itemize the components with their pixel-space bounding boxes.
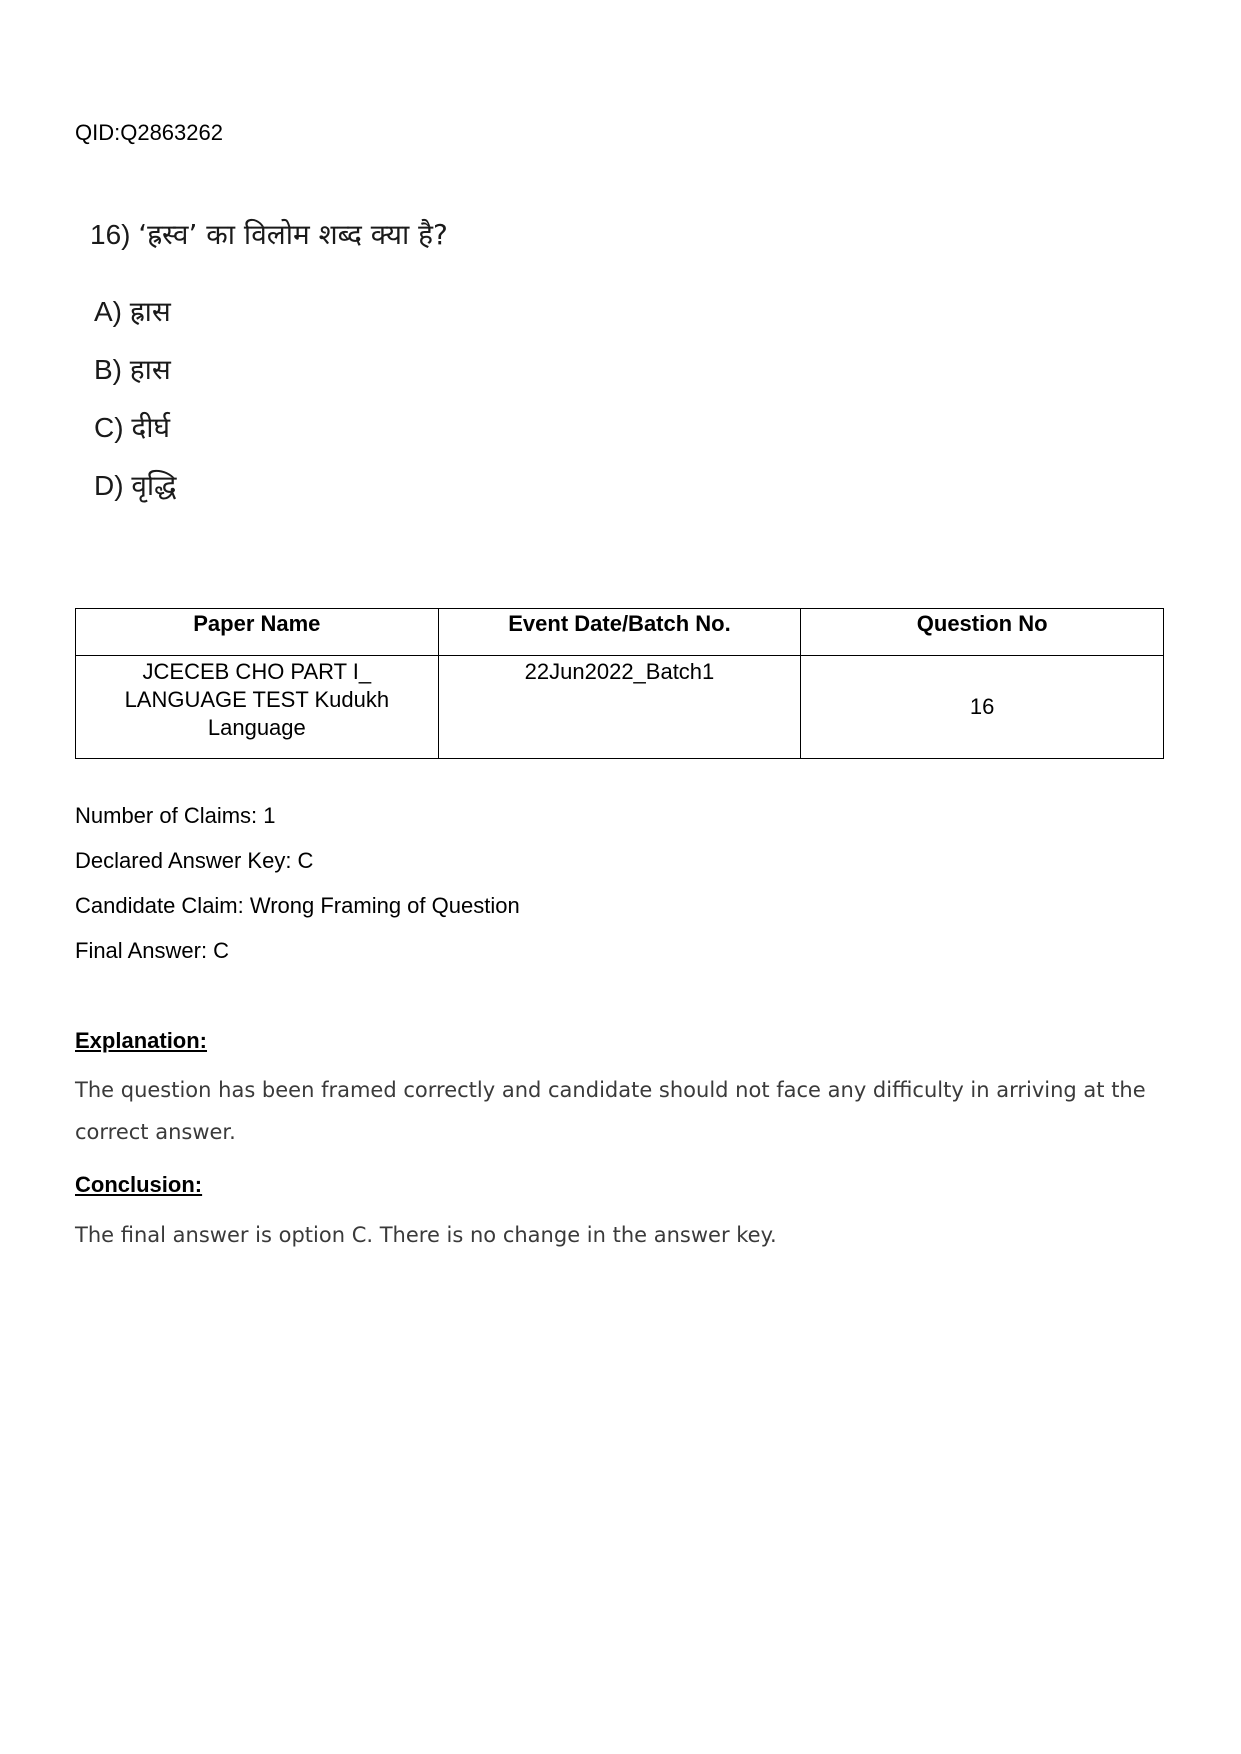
conclusion-text: The final answer is option C. There is no change in the answer key. [75,1223,777,1247]
explanation-text: The question has been framed correctly and candidate should not face any difficulty in arriving at the correct answer. [75,1078,1146,1144]
claim-facts [75,800,520,980]
number-of-claims: Number of Claims: 1 [75,803,276,828]
option-label: B) [94,354,122,385]
final-answer: Final Answer: C [75,938,230,963]
header-paper-name: Paper Name [76,609,439,656]
table-row [76,656,1164,759]
option-b [94,341,448,399]
question-id: QID:Q2863262 [75,120,223,145]
option-label: A) [94,296,122,327]
question-text: ‘ह्रस्व’ का विलोम शब्द क्या है? [138,218,448,251]
option-text: दीर्घ [131,411,170,444]
options-list [90,283,448,515]
header-event-date: Event Date/Batch No. [438,609,801,656]
question-image [90,215,448,515]
option-label: C) [94,412,124,443]
option-text: हास [129,353,171,386]
question-stem [90,215,448,253]
header-question-no: Question No [801,609,1164,656]
conclusion-heading: Conclusion: [75,1172,203,1197]
paper-info-table [75,608,1164,759]
option-text: वृद्धि [131,469,177,502]
cell-paper-name: JCECEB CHO PART I_ LANGUAGE TEST Kudukh Language [76,656,439,759]
table-header-row [76,609,1164,656]
option-label: D) [94,470,124,501]
option-text: ह्रास [129,295,171,328]
candidate-claim: Candidate Claim: Wrong Framing of Question [75,893,520,918]
option-d [94,457,448,515]
cell-question-no: 16 [801,656,1164,759]
option-a [94,283,448,341]
explanation-heading: Explanation: [75,1028,208,1053]
declared-answer-key: Declared Answer Key: C [75,848,314,873]
question-number: 16) [90,219,131,250]
cell-event-date: 22Jun2022_Batch1 [438,656,801,759]
option-c [94,399,448,457]
